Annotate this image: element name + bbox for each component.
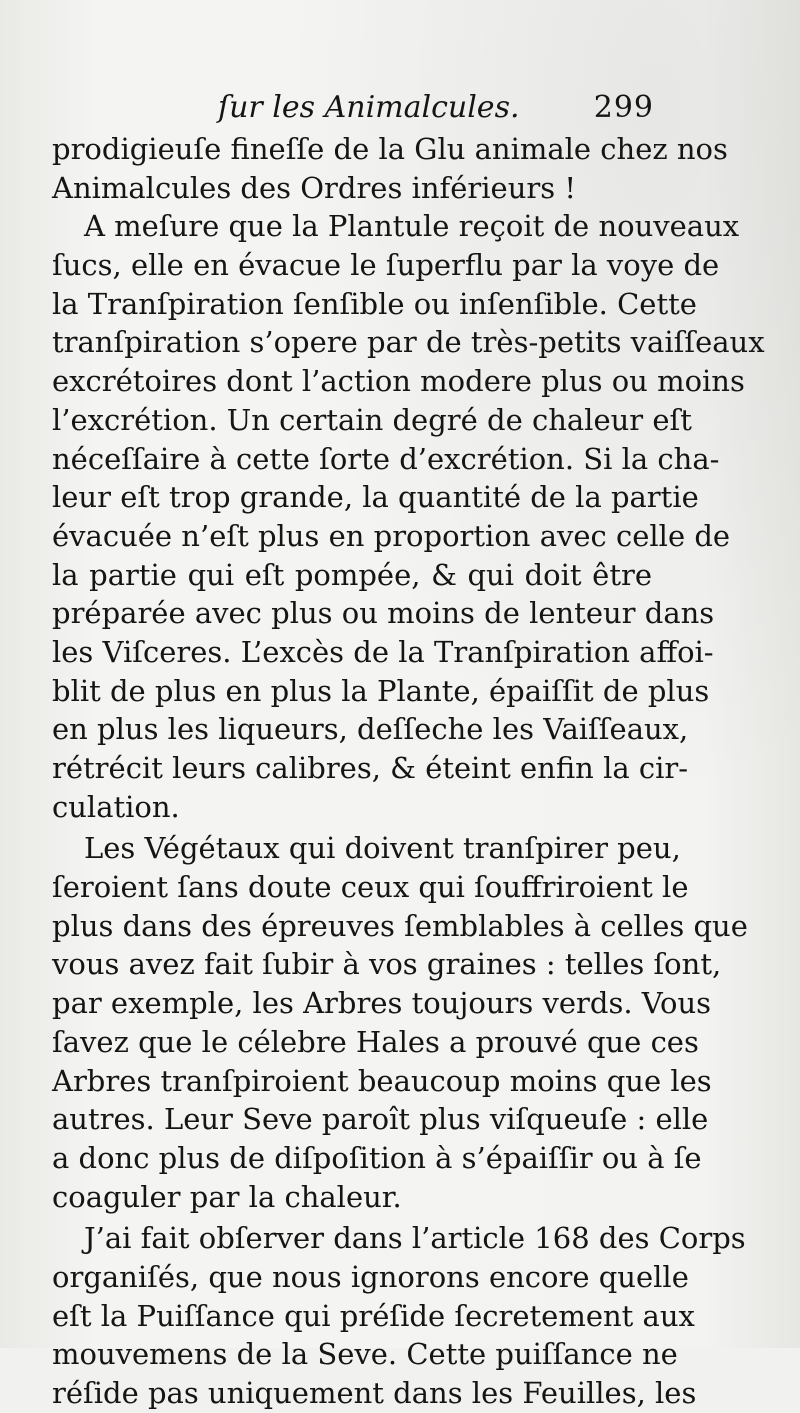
text-line: a donc plus de diſpoſition à s’épaiſſir ou à ſe <box>52 1140 702 1175</box>
text-line: en plus les liqueurs, deſſeche les Vaiſſeaux, <box>52 712 689 747</box>
text-line: ſavez que le célebre Hales a prouvé que ces <box>52 1024 699 1059</box>
text-line: excrétoires dont l’action modere plus ou moins <box>52 364 745 399</box>
text-line: prodigieuſe fineſſe de la Glu animale chez nos <box>52 132 728 166</box>
text-line: coaguler par la chaleur. <box>52 1179 402 1214</box>
running-title: ſur les Animalcules. <box>218 90 520 125</box>
text-line: eſt la Puiſſance qui préſide ſecretement aux <box>52 1298 695 1333</box>
page-header <box>218 88 654 128</box>
text-line: mouvemens de la Seve. Cette puiſſance ne <box>52 1337 678 1372</box>
text-line: évacuée n’eſt plus en proportion avec celle de <box>52 518 731 553</box>
text-line: Animalcules des Ordres inférieurs ! <box>52 170 577 205</box>
text-line: les Viſceres. L’excès de la Tranſpiration affoi- <box>52 634 714 669</box>
text-line: rétrécit leurs calibres, & éteint enfin la cir- <box>52 751 689 785</box>
text-line: ſeroient ſans doute ceux qui ſouffriroient le <box>52 870 689 905</box>
text-line: tranſpiration s’opere par de très-petits vaiſſeaux <box>52 325 765 360</box>
text-line: blit de plus en plus la Plante, épaiſſit de plus <box>52 673 710 708</box>
text-line: Les Végétaux qui doivent tranſpirer peu, <box>84 831 681 866</box>
text-line: ſucs, elle en évacue le ſuperflu par la voye de <box>52 248 720 283</box>
text-line: préparée avec plus ou moins de lenteur dans <box>52 596 715 631</box>
text-line: leur eſt trop grande, la quantité de la partie <box>52 480 699 515</box>
text-line: l’excrétion. Un certain degré de chaleur eſt <box>52 402 692 437</box>
text-line: réſide pas uniquement dans les Feuilles, les <box>52 1376 697 1410</box>
text-line: organiſés, que nous ignorons encore quelle <box>52 1259 689 1294</box>
text-line: vous avez fait ſubir à vos graines : telles ſont, <box>52 947 722 982</box>
text-line: néceſſaire à cette ſorte d’excrétion. Si la cha- <box>52 441 720 476</box>
text-line: la Tranſpiration ſenſible ou inſenſible. Cette <box>52 286 697 321</box>
text-line: J’ai fait obſerver dans l’article 168 des Corps <box>84 1221 746 1256</box>
page-number: 299 <box>593 90 654 125</box>
text-line: autres. Leur Seve paroît plus viſqueuſe : elle <box>52 1102 709 1137</box>
text-line: culation. <box>52 789 180 824</box>
text-line: par exemple, les Arbres toujours verds. Vous <box>52 986 712 1021</box>
text-line: Arbres tranſpiroient beaucoup moins que les <box>52 1063 712 1098</box>
text-line: la partie qui eſt pompée, & qui doit être <box>52 557 652 592</box>
text-line: A meſure que la Plantule reçoit de nouveaux <box>84 209 740 244</box>
body-text <box>52 130 765 1413</box>
text-line: plus dans des épreuves ſemblables à celles que <box>52 908 748 943</box>
